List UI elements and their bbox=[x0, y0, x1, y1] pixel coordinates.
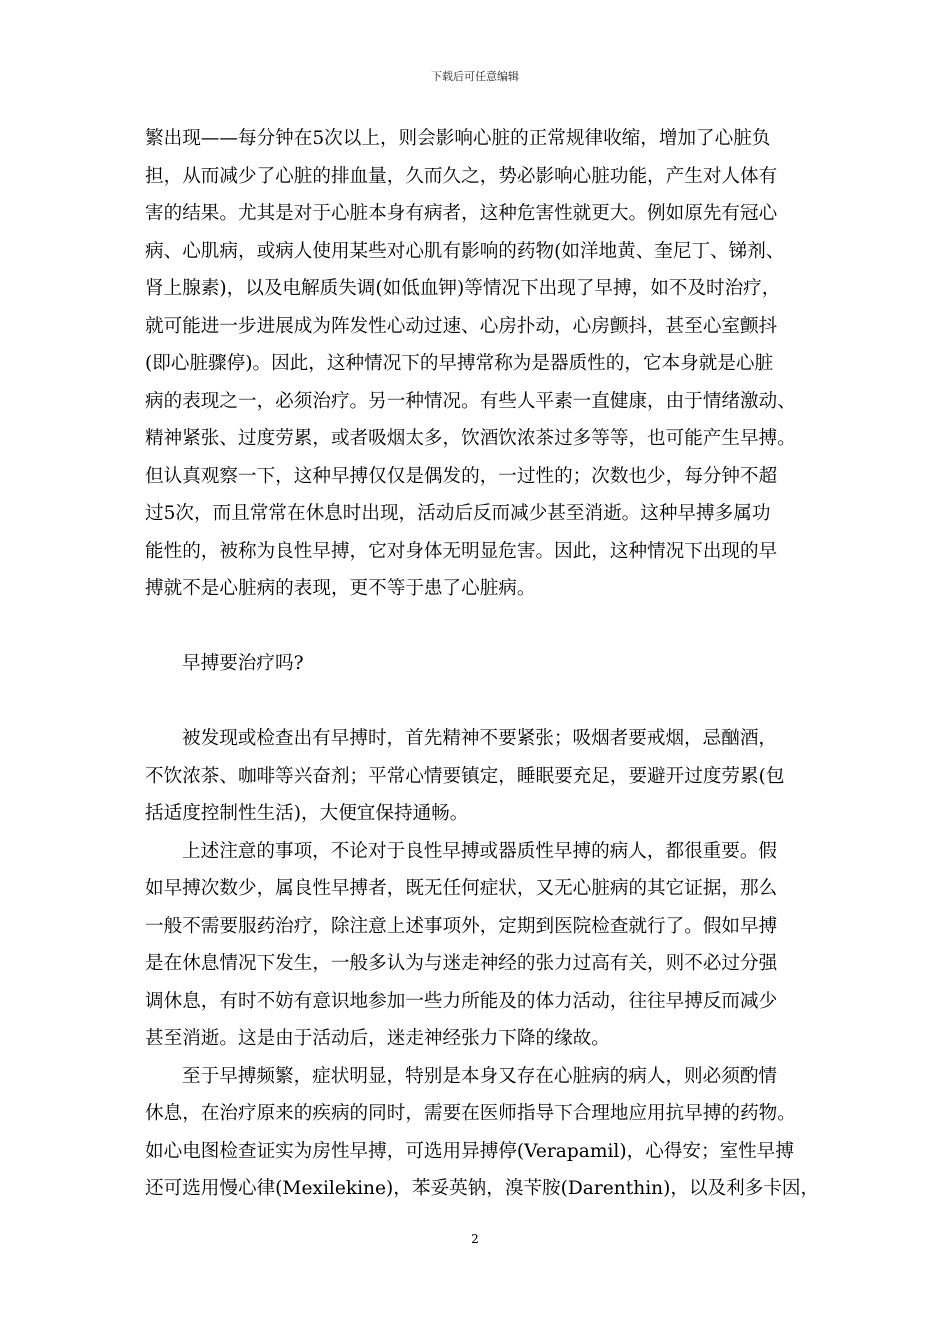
text-line: 至于早搏频繁，症状明显，特别是本身又存在心脏病的病人，则必须酌情 bbox=[182, 1065, 778, 1087]
text-line: 病的表现之一，必须治疗。另一种情况。有些人平素一直健康，由于情绪激动、 bbox=[145, 390, 796, 412]
document-body bbox=[145, 120, 825, 1208]
text-line: 括适度控制性生活)，大便宜保持通畅。 bbox=[145, 803, 469, 824]
spacer bbox=[145, 608, 825, 646]
page-header: 下载后可任意编辑 bbox=[431, 70, 519, 83]
text-line: 一般不需要服药治疗，除注意上述事项外，定期到医院检查就行了。假如早搏 bbox=[145, 915, 778, 937]
text-line: 休息，在治疗原来的疾病的同时，需要在医师指导下合理地应用抗早搏的药物。 bbox=[145, 1103, 796, 1124]
text-line: 上述注意的事项，不论对于良性早搏或器质性早搏的病人，都很重要。假 bbox=[182, 840, 778, 862]
text-line: 害的结果。尤其是对于心脏本身有病者，这种危害性就更大。例如原先有冠心 bbox=[145, 203, 778, 224]
text-line: 还可选用慢心律(Mexilekine)，苯妥英钠，溴苄胺(Darenthin)，以及利多卡因， bbox=[145, 1178, 820, 1199]
spacer bbox=[145, 683, 825, 721]
text-line: 如早搏次数少，属良性早搏者，既无任何症状，又无心脏病的其它证据，那么 bbox=[145, 878, 778, 899]
paragraph-4 bbox=[145, 1058, 825, 1208]
text-line: 繁出现——每分钟在5次以上，则会影响心脏的正常规律收缩，增加了心脏负 bbox=[145, 128, 771, 149]
text-line: 搏就不是心脏病的表现，更不等于患了心脏病。 bbox=[145, 578, 536, 599]
text-line: 肾上腺素)，以及电解质失调(如低血钾)等情况下出现了早搏，如不及时治疗， bbox=[145, 278, 781, 299]
text-line: 甚至消逝。这是由于活动后，迷走神经张力下降的缘故。 bbox=[145, 1028, 610, 1049]
text-line: 病、心肌病，或病人使用某些对心肌有影响的药物(如洋地黄、奎尼丁、锑剂、 bbox=[145, 240, 785, 262]
text-line: 担，从而减少了心脏的排血量，久而久之，势必影响心脏功能，产生对人体有 bbox=[145, 165, 778, 187]
text-line: 被发现或检查出有早搏时，首先精神不要紧张；吸烟者要戒烟，忌酗酒， bbox=[182, 728, 778, 749]
text-line: 精神紧张、过度劳累，或者吸烟太多，饮酒饮浓茶过多等等，也可能产生早搏。 bbox=[145, 428, 796, 449]
text-line: 但认真观察一下，这种早搏仅仅是偶发的，一过性的；次数也少，每分钟不超 bbox=[145, 465, 778, 487]
text-line: 就可能进一步进展成为阵发性心动过速、心房扑动，心房颤抖，甚至心室颤抖 bbox=[145, 315, 778, 337]
text-line: 过5次，而且常常在休息时出现，活动后反而减少甚至消逝。这种早搏多属功 bbox=[145, 503, 771, 524]
text-line: (即心脏骤停)。因此，这种情况下的早搏常称为是器质性的，它本身就是心脏 bbox=[145, 353, 774, 374]
text-line: 不饮浓茶、咖啡等兴奋剂；平常心情要镇定，睡眠要充足，要避开过度劳累(包 bbox=[145, 765, 785, 787]
text-line: 是在休息情况下发生，一般多认为与迷走神经的张力过高有关，则不必过分强 bbox=[145, 953, 778, 974]
section-heading: 早搏要治疗吗? bbox=[182, 653, 304, 674]
text-line: 如心电图检查证实为房性早搏，可选用异搏停(Verapamil)，心得安；室性早搏 bbox=[145, 1140, 794, 1162]
text-line: 能性的，被称为良性早搏，它对身体无明显危害。因此，这种情况下出现的早 bbox=[145, 540, 778, 562]
page-number: 2 bbox=[471, 1232, 479, 1246]
paragraph-1 bbox=[145, 120, 825, 608]
text-line: 调休息，有时不妨有意识地参加一些力所能及的体力活动，往往早搏反而减少 bbox=[145, 990, 778, 1012]
paragraph-2 bbox=[145, 720, 825, 833]
paragraph-3 bbox=[145, 833, 825, 1058]
